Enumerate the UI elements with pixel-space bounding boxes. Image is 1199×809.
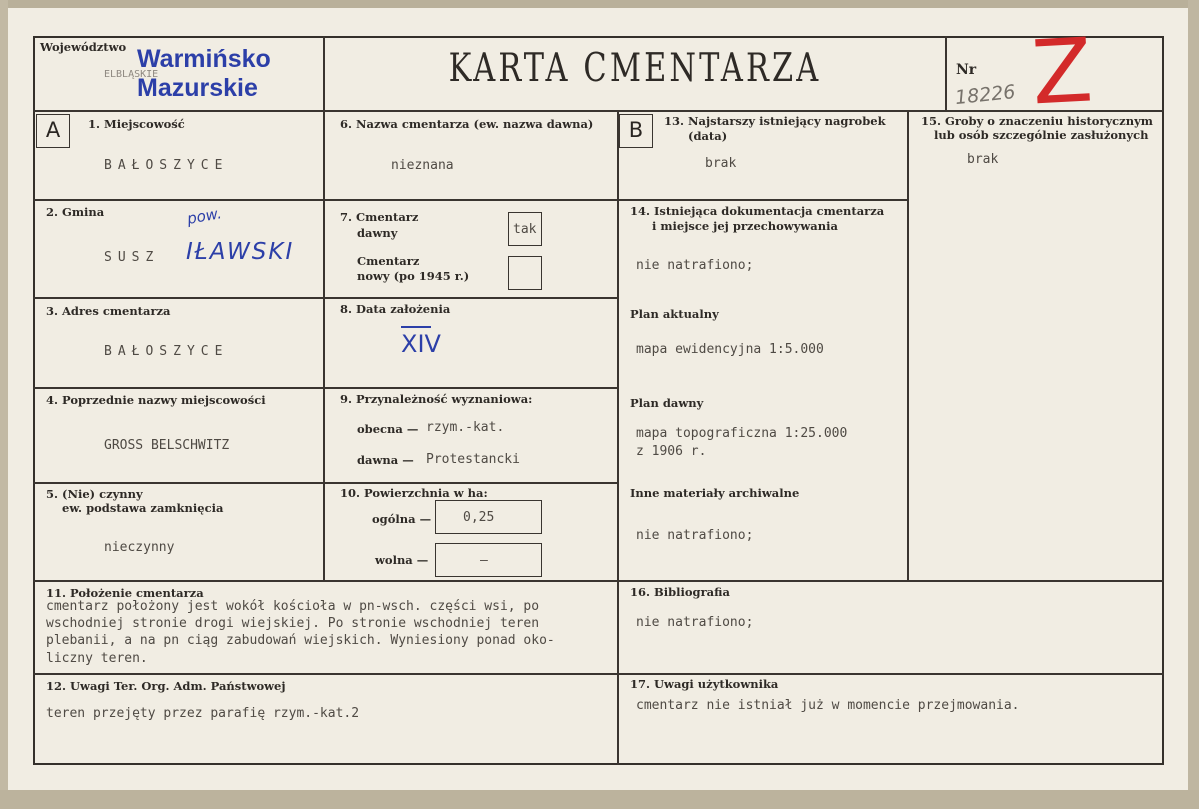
field-13-value: brak bbox=[705, 156, 737, 171]
grid-line bbox=[323, 36, 325, 581]
field-14-inne-value: nie natrafiono; bbox=[636, 528, 754, 543]
field-7-dawny-value: tak bbox=[513, 222, 537, 237]
field-7-nowy-label-line2: nowy (po 1945 r.) bbox=[357, 269, 470, 283]
field-15-label-line1: 15. Groby o znaczeniu historycznym bbox=[921, 114, 1153, 128]
field-1-value: BAŁOSZYCE bbox=[104, 158, 229, 173]
wojewodztwo-stamp-line1: Warmińsko bbox=[137, 45, 271, 73]
field-9-dawna-label: dawna — bbox=[357, 453, 414, 467]
field-4-label: 4. Poprzednie nazwy miejscowości bbox=[46, 393, 266, 407]
field-14-plan-dawny-label: Plan dawny bbox=[630, 396, 704, 410]
field-2-note-small: pow. bbox=[185, 204, 224, 228]
field-11-line-2: wschodniej stronie drogi wiejskiej. Po stronie wschodniej teren bbox=[46, 616, 540, 631]
field-16-label: 16. Bibliografia bbox=[630, 585, 730, 599]
field-13-label-line1: 13. Najstarszy istniejący nagrobek bbox=[664, 114, 886, 128]
field-9-obecna-label: obecna — bbox=[357, 422, 419, 436]
field-14-plan-dawny-value-line2: z 1906 r. bbox=[636, 444, 707, 459]
field-14-label-line2: i miejsce jej przechowywania bbox=[652, 219, 838, 233]
grid-line bbox=[33, 482, 617, 484]
section-b-box: B bbox=[619, 114, 653, 148]
field-15-value: brak bbox=[967, 152, 999, 167]
field-8-overline bbox=[401, 326, 431, 328]
field-17-label: 17. Uwagi użytkownika bbox=[630, 677, 779, 691]
field-10-ogolna-label: ogólna — bbox=[372, 512, 432, 526]
field-5-label-line2: ew. podstawa zamknięcia bbox=[62, 501, 224, 515]
field-7-nowy-checkbox bbox=[508, 256, 542, 290]
field-11-line-4: liczny teren. bbox=[46, 651, 148, 666]
field-10-wolna-box bbox=[435, 543, 542, 577]
field-8-value: XIV bbox=[401, 330, 441, 358]
grid-line bbox=[33, 110, 1164, 112]
field-7-nowy-label-line1: Cmentarz bbox=[357, 254, 420, 268]
nr-handwritten: 18226 bbox=[954, 80, 1017, 110]
field-11-line-3: plebanii, a na pn ciąg zabudowań wiejskich. Wyniesiony ponad oko- bbox=[46, 633, 555, 648]
field-2-value: SUSZ bbox=[104, 250, 160, 265]
field-17-value: cmentarz nie istniał już w momencie przejmowania. bbox=[636, 698, 1020, 713]
grid-line bbox=[33, 297, 617, 299]
nr-label: Nr bbox=[956, 62, 977, 78]
grid-line bbox=[617, 110, 619, 765]
grid-line bbox=[33, 580, 1164, 582]
scan-edge-top bbox=[0, 0, 1199, 8]
form-title: KARTA CMENTARZA bbox=[448, 46, 822, 91]
wojewodztwo-old-value: ELBLĄSKIE bbox=[104, 69, 159, 80]
field-11-label: 11. Położenie cmentarza bbox=[46, 586, 204, 600]
field-10-wolna-value: — bbox=[480, 553, 488, 568]
field-3-value: BAŁOSZYCE bbox=[104, 344, 229, 359]
field-13-label-line2: (data) bbox=[688, 129, 728, 143]
section-a-box: A bbox=[36, 114, 70, 148]
field-14-plan-aktualny-label: Plan aktualny bbox=[630, 307, 719, 321]
field-8-label: 8. Data założenia bbox=[340, 302, 451, 316]
field-9-obecna-value: rzym.-kat. bbox=[426, 420, 505, 435]
wojewodztwo-label: Województwo bbox=[40, 40, 127, 54]
field-9-label: 9. Przynależność wyznaniowa: bbox=[340, 392, 533, 406]
field-14-plan-aktualny-value: mapa ewidencyjna 1:5.000 bbox=[636, 342, 824, 357]
field-16-value: nie natrafiono; bbox=[636, 615, 754, 630]
wojewodztwo-stamp-line2: Mazurskie bbox=[137, 74, 258, 102]
field-10-label: 10. Powierzchnia w ha: bbox=[340, 486, 488, 500]
field-5-value: nieczynny bbox=[104, 540, 175, 555]
field-2-label: 2. Gmina bbox=[46, 205, 105, 219]
grid-line bbox=[33, 199, 908, 201]
field-12-value: teren przejęty przez parafię rzym.-kat.2 bbox=[46, 706, 360, 721]
field-7-dawny-label: dawny bbox=[357, 226, 398, 240]
field-14-inne-label: Inne materiały archiwalne bbox=[630, 486, 800, 500]
field-14-value: nie natrafiono; bbox=[636, 258, 754, 273]
field-15-label-line2: lub osób szczególnie zasłużonych bbox=[934, 128, 1149, 142]
field-7-label: 7. Cmentarz bbox=[340, 210, 419, 224]
field-5-label-line1: 5. (Nie) czynny bbox=[46, 487, 143, 501]
field-11-line-1: cmentarz położony jest wokół kościoła w pn-wsch. części wsi, po bbox=[46, 599, 540, 614]
scan-edge-left bbox=[0, 0, 8, 809]
field-14-label-line1: 14. Istniejąca dokumentacja cmentarza bbox=[630, 204, 885, 218]
field-12-label: 12. Uwagi Ter. Org. Adm. Państwowej bbox=[46, 679, 286, 693]
grid-line bbox=[945, 36, 947, 111]
field-3-label: 3. Adres cmentarza bbox=[46, 304, 171, 318]
field-1-label: 1. Miejscowość bbox=[88, 117, 185, 131]
category-mark: Z bbox=[1029, 18, 1095, 125]
scan-edge-bottom bbox=[0, 790, 1199, 809]
field-6-label: 6. Nazwa cmentarza (ew. nazwa dawna) bbox=[340, 117, 594, 131]
field-6-value: nieznana bbox=[391, 158, 454, 173]
scan-edge-right bbox=[1188, 0, 1199, 809]
field-4-value: GROSS BELSCHWITZ bbox=[104, 438, 230, 453]
field-9-dawna-value: Protestancki bbox=[426, 452, 520, 467]
field-2-note-large: IŁAWSKI bbox=[186, 239, 295, 265]
grid-line bbox=[33, 673, 1164, 675]
field-10-wolna-label: wolna — bbox=[375, 553, 429, 567]
grid-line bbox=[33, 387, 617, 389]
field-14-plan-dawny-value-line1: mapa topograficzna 1:25.000 bbox=[636, 426, 848, 441]
field-10-ogolna-value: 0,25 bbox=[463, 510, 495, 525]
grid-line bbox=[907, 110, 909, 581]
